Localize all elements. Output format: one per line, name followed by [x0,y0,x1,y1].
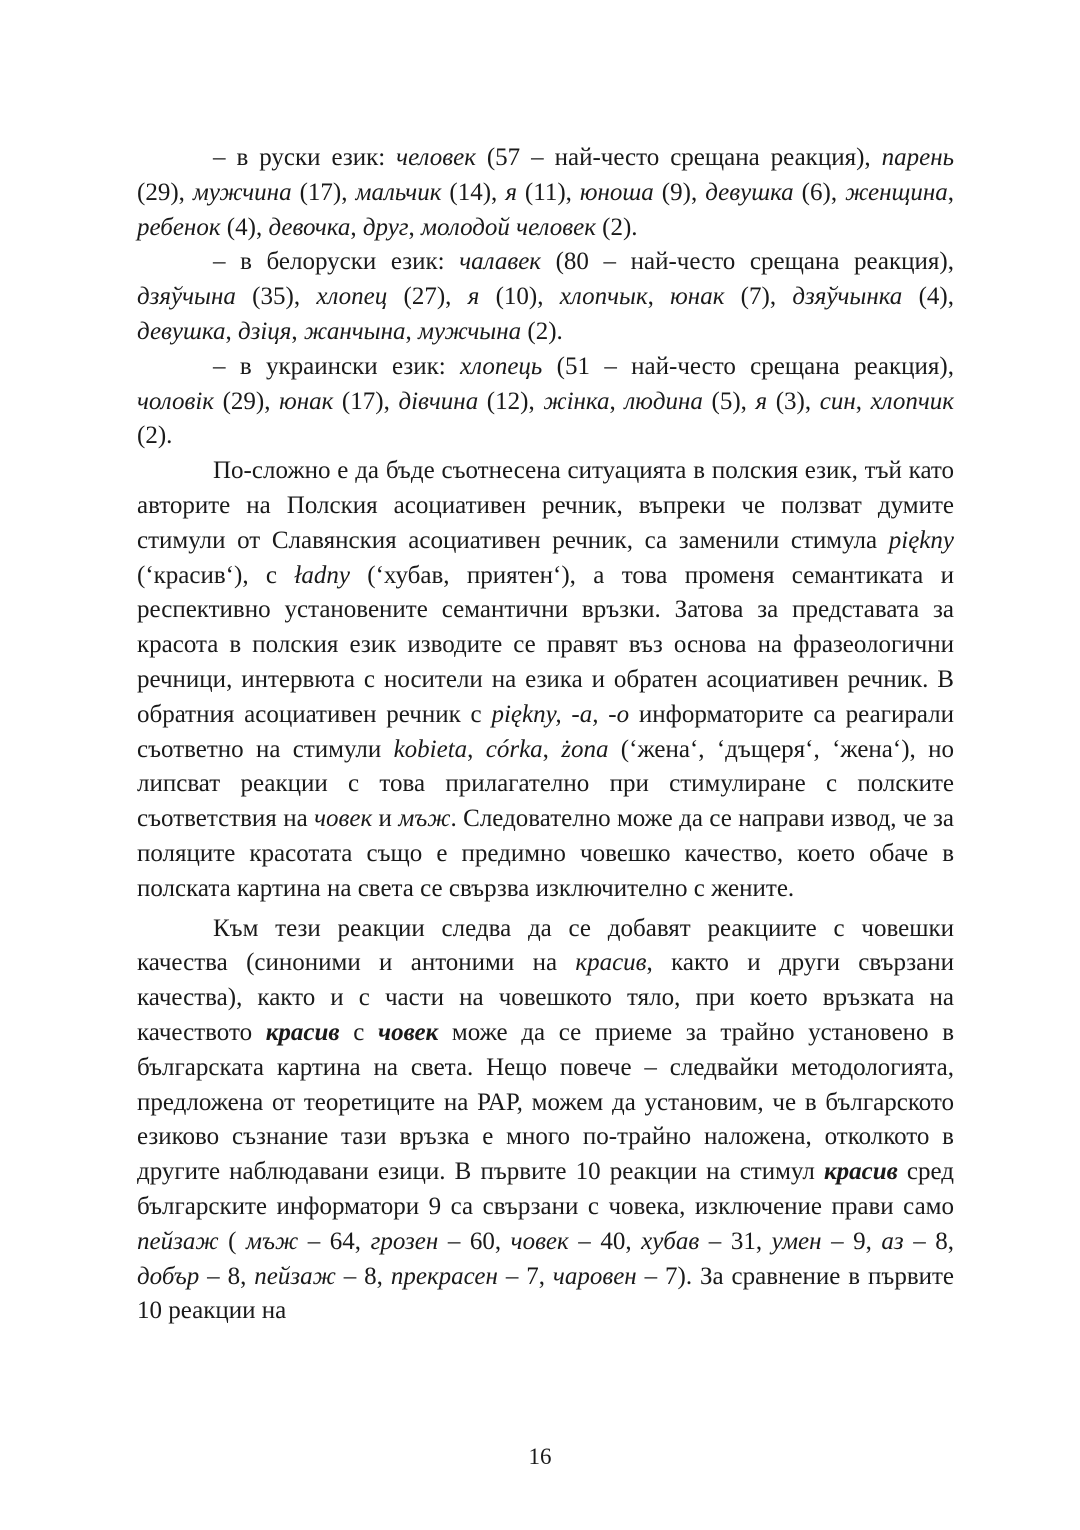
text-run: , [647,283,671,311]
emphasis-term: córka [485,735,543,763]
text-run: и [372,805,399,833]
paragraph-bulgarian [137,912,954,1330]
emphasis-term: хлопчык [559,283,648,311]
emphasis-term: хлопець [460,352,543,380]
text-run: (17), [291,178,356,206]
emphasis-term: прекрасен [390,1262,498,1290]
text-run: , [467,735,486,763]
text-run: (‘хубав, приятен‘), а това променя семантиката и респективно установените семантични връзки. Затова за представата за красота в полския език изводите се правят въз основа на фразеологични речници, интервюта с носители на езика и обратен асоциативен речник. В обратния асоциативен речник с [137,561,954,728]
text-run: (9), [653,178,706,206]
text-run: (4), [902,283,954,311]
emphasis-term: чоловік [137,387,215,415]
page-number: 16 [528,1444,552,1469]
emphasis-term: чаровен [552,1262,637,1290]
text-run: (2). [595,213,638,241]
emphasis-term: дзяўчынка [792,283,903,311]
emphasis-term: син [819,387,856,415]
text-run: (17), [333,387,399,415]
text-run: , [408,213,422,241]
emphasis-term: девушка [137,317,226,345]
emphasis-term: грозен [370,1227,439,1255]
text-run: (6), [793,178,846,206]
text-run: По-сложно е да бъде съотнесена ситуацията в полския език, тъй като авторите на Полския асоциативен речник, въпреки че ползват думите стимули от Славянския асоциативен речник, са заменили стимула [137,457,954,554]
text-run: , [225,317,238,345]
emphasis-term: я [467,283,480,311]
emphasis-term: женщина [845,178,948,206]
emphasis-term: жанчына [303,317,406,345]
emphasis-term: мужчина [192,178,292,206]
text-run: ( [218,1227,247,1255]
paragraph-russian [137,141,954,245]
emphasis-term: пейзаж [254,1262,336,1290]
text-run: (‘жена‘, ‘дъщеря‘, ‘жена‘), но липсват реакции с това прилагателно при стимулиране с полските съответствия на [137,735,955,833]
emphasis-term: мальчик [355,178,442,206]
text-run: (35), [235,283,317,311]
text-run: – 8, [335,1262,391,1290]
text-run: (27), [387,283,468,311]
emphasis-term: хлопчик [870,387,955,415]
text-run: , [855,387,871,415]
emphasis-term: хубав [641,1227,700,1255]
text-run: – в украински език: [213,352,461,380]
text-run: (2). [137,422,173,450]
text-run: – в белоруски език: [213,248,460,276]
text-run: (29), [137,178,193,206]
emphasis-term: юноша [579,178,654,206]
emphasis-term: молодой человек [421,213,596,241]
emphasis-term: чалавек [459,248,541,276]
emphasis-term: друг [362,213,409,241]
emphasis-term: я [755,387,768,415]
emphasis-term: человек [396,144,476,171]
text-run: – 7). За сравнение в първите 10 реакции на [137,1262,955,1325]
emphasis-term: човек [510,1227,569,1255]
text-run: (10), [479,283,560,311]
text-run: информаторите са реагирали съответно на стимули [137,700,954,763]
text-run: (7), [724,283,793,311]
emphasis-term: човек [314,805,373,833]
text-run: – 8, [903,1227,955,1255]
emphasis-term: ładny [294,561,350,589]
emphasis-term: piękny, -a, -o [491,700,630,728]
emphasis-term: kobieta [393,735,468,763]
emphasis-term: дзіця [237,317,292,345]
paragraph-polish [137,454,954,906]
text-run: (14), [441,178,506,206]
emphasis-term: красив [575,949,647,977]
text-run: може да се приеме за трайно установено в българската картина на света. Нещо повече – следвайки методологията, предложена от теоретиците на РАР, можем да установим, че в българското езиково съзнание тази връзка е много по-трайно наложена, отколкото в другите наблюдавани езици. В първите 10 реакции на стимул [137,1018,954,1186]
text-run: , както и други свързани качества), както и с части на човешкото тяло, при което връзката на качеството [137,949,955,1046]
emphasis-bold: красив [265,1018,340,1046]
emphasis-term: юнак [279,387,334,415]
text-run: – 31, [699,1227,772,1255]
paragraph-ukrainian [137,350,954,454]
emphasis-term: żona [561,735,609,763]
emphasis-term: ребенок [137,213,221,241]
text-run: (4), [220,213,269,241]
emphasis-term: людина [624,387,703,415]
text-run: (57 – най-често срещана реакция), [475,144,882,171]
text-run: – 60, [438,1227,511,1255]
text-run: (‘красив‘), с [137,561,295,589]
text-run: , [542,735,562,763]
emphasis-term: piękny [888,526,954,554]
text-run: – 8, [199,1262,255,1290]
emphasis-term: мъж [398,805,451,833]
emphasis-term: мужчына [418,317,522,345]
text-run: с [339,1018,378,1046]
text-run: – в руски език: [213,144,397,171]
text-run: (29), [214,387,280,415]
emphasis-term: девочка [268,213,351,241]
text-run: , [405,317,419,345]
text-run: – 40, [568,1227,642,1255]
text-run: (12), [478,387,544,415]
text-run: (3), [767,387,820,415]
text-run: , [609,387,625,415]
body-text [137,141,954,1329]
text-run: сред българските информатори 9 са свързани с човека, изключение прави само [137,1158,954,1220]
emphasis-term: я [505,178,517,206]
emphasis-term: дзяўчына [137,283,236,311]
text-run: (51 – най-често срещана реакция), [542,352,954,380]
text-run: (5), [702,387,756,415]
emphasis-term: дівчина [398,387,479,415]
emphasis-term: юнак [670,283,725,311]
text-run: – 64, [298,1227,371,1255]
emphasis-term: хлопец [316,283,388,311]
emphasis-term: аз [881,1227,904,1255]
emphasis-term: жінка [543,387,610,415]
emphasis-term: девушка [705,178,794,206]
text-run: , [350,213,363,241]
paragraph-belarusian [137,245,954,349]
emphasis-term: добър [137,1262,200,1290]
emphasis-term: пейзаж [137,1227,219,1255]
emphasis-term: парень [881,144,954,171]
text-run: , [291,317,304,345]
text-run: (11), [516,178,580,206]
text-run: , [947,178,955,206]
text-run: (80 – най-често срещана реакция), [541,248,954,276]
emphasis-term: мъж [246,1227,299,1255]
emphasis-bold: красив [823,1158,898,1186]
text-run: (2). [521,317,563,345]
emphasis-term: умен [771,1227,822,1255]
text-run: Към тези реакции следва да се добавят реакциите с човешки качества (синоними и антоними на [137,914,954,977]
text-run: – 9, [821,1227,882,1255]
text-run: – 7, [497,1262,553,1290]
text-run: . Следователно може да се направи извод, че за поляците красотата също е предимно човешко качество, което обаче в полската картина на света се свързва изключително с жените. [137,805,954,902]
emphasis-bold: човек [377,1018,439,1046]
